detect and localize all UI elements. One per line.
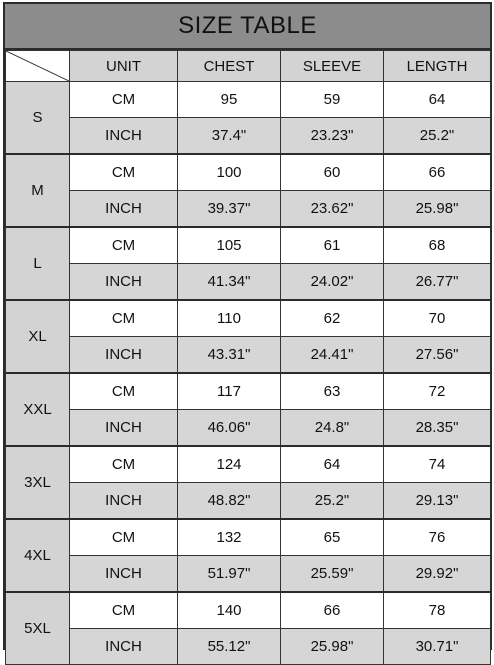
- chest-cell: 140: [178, 592, 281, 629]
- size-table: [5, 50, 491, 665]
- size-label: M: [6, 154, 70, 227]
- length-cell: 25.2": [384, 118, 491, 155]
- length-cell: 64: [384, 82, 491, 118]
- size-label: L: [6, 227, 70, 300]
- table-row: [6, 519, 491, 556]
- chest-cell: 48.82": [178, 483, 281, 520]
- sleeve-cell: 23.62": [281, 191, 384, 228]
- unit-cell: CM: [70, 300, 178, 337]
- chest-cell: 110: [178, 300, 281, 337]
- chest-cell: 124: [178, 446, 281, 483]
- unit-cell: CM: [70, 82, 178, 118]
- chest-cell: 132: [178, 519, 281, 556]
- header-chest: CHEST: [178, 51, 281, 82]
- unit-cell: INCH: [70, 483, 178, 520]
- length-cell: 70: [384, 300, 491, 337]
- sleeve-cell: 65: [281, 519, 384, 556]
- corner-cell: [6, 51, 70, 82]
- unit-cell: INCH: [70, 410, 178, 447]
- length-cell: 29.92": [384, 556, 491, 593]
- length-cell: 30.71": [384, 629, 491, 665]
- unit-cell: INCH: [70, 629, 178, 665]
- length-cell: 74: [384, 446, 491, 483]
- unit-cell: CM: [70, 227, 178, 264]
- chest-cell: 43.31": [178, 337, 281, 374]
- table-row: [6, 300, 491, 337]
- unit-cell: INCH: [70, 118, 178, 155]
- chest-cell: 46.06": [178, 410, 281, 447]
- chest-cell: 117: [178, 373, 281, 410]
- chest-cell: 39.37": [178, 191, 281, 228]
- sleeve-cell: 60: [281, 154, 384, 191]
- unit-cell: INCH: [70, 556, 178, 593]
- size-label: 4XL: [6, 519, 70, 592]
- table-row: [6, 264, 491, 301]
- header-unit: UNIT: [70, 51, 178, 82]
- length-cell: 68: [384, 227, 491, 264]
- unit-cell: CM: [70, 446, 178, 483]
- table-row: [6, 556, 491, 593]
- unit-cell: INCH: [70, 337, 178, 374]
- sleeve-cell: 59: [281, 82, 384, 118]
- sleeve-cell: 24.41": [281, 337, 384, 374]
- table-row: [6, 483, 491, 520]
- chest-cell: 51.97": [178, 556, 281, 593]
- table-row: [6, 446, 491, 483]
- table-title: SIZE TABLE: [5, 4, 490, 50]
- table-row: [6, 337, 491, 374]
- length-cell: 72: [384, 373, 491, 410]
- table-row: [6, 191, 491, 228]
- size-label: XXL: [6, 373, 70, 446]
- sleeve-cell: 24.8": [281, 410, 384, 447]
- chest-cell: 37.4": [178, 118, 281, 155]
- table-row: [6, 373, 491, 410]
- sleeve-cell: 25.2": [281, 483, 384, 520]
- unit-cell: CM: [70, 154, 178, 191]
- size-label: 5XL: [6, 592, 70, 665]
- length-cell: 78: [384, 592, 491, 629]
- size-label: S: [6, 82, 70, 155]
- sleeve-cell: 66: [281, 592, 384, 629]
- chest-cell: 100: [178, 154, 281, 191]
- table-row: [6, 410, 491, 447]
- chest-cell: 55.12": [178, 629, 281, 665]
- sleeve-cell: 62: [281, 300, 384, 337]
- chest-cell: 95: [178, 82, 281, 118]
- unit-cell: CM: [70, 373, 178, 410]
- sleeve-cell: 23.23": [281, 118, 384, 155]
- table-row: [6, 592, 491, 629]
- length-cell: 25.98": [384, 191, 491, 228]
- length-cell: 27.56": [384, 337, 491, 374]
- sleeve-cell: 64: [281, 446, 384, 483]
- size-label: 3XL: [6, 446, 70, 519]
- unit-cell: INCH: [70, 264, 178, 301]
- header-row: [6, 51, 491, 82]
- table-row: [6, 118, 491, 155]
- unit-cell: INCH: [70, 191, 178, 228]
- table-row: [6, 227, 491, 264]
- table-row: [6, 629, 491, 665]
- table-row: [6, 82, 491, 118]
- length-cell: 66: [384, 154, 491, 191]
- size-table-card: [3, 2, 492, 655]
- chest-cell: 105: [178, 227, 281, 264]
- length-cell: 26.77": [384, 264, 491, 301]
- length-cell: 28.35": [384, 410, 491, 447]
- length-cell: 76: [384, 519, 491, 556]
- length-cell: 29.13": [384, 483, 491, 520]
- table-row: [6, 154, 491, 191]
- header-sleeve: SLEEVE: [281, 51, 384, 82]
- chest-cell: 41.34": [178, 264, 281, 301]
- sleeve-cell: 25.98": [281, 629, 384, 665]
- sleeve-cell: 25.59": [281, 556, 384, 593]
- sleeve-cell: 24.02": [281, 264, 384, 301]
- sleeve-cell: 63: [281, 373, 384, 410]
- unit-cell: CM: [70, 592, 178, 629]
- unit-cell: CM: [70, 519, 178, 556]
- header-length: LENGTH: [384, 51, 491, 82]
- size-label: XL: [6, 300, 70, 373]
- sleeve-cell: 61: [281, 227, 384, 264]
